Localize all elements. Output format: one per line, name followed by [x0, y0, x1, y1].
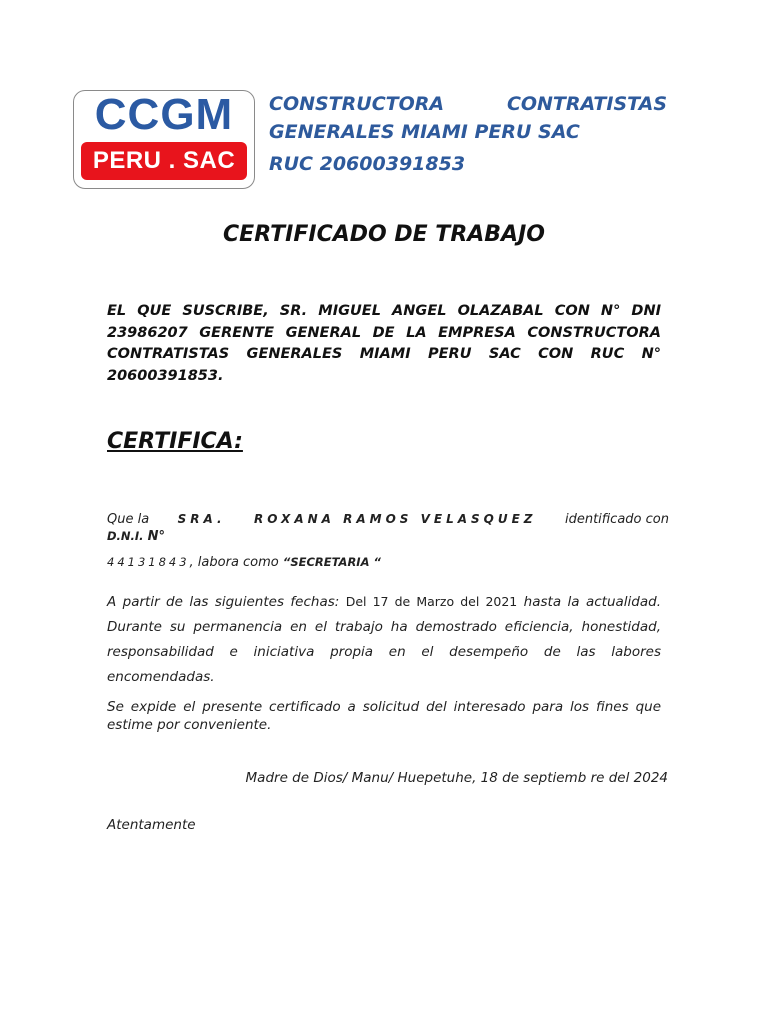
intro-paragraph: EL QUE SUSCRIBE, SR. MIGUEL ANGEL OLAZABAL CON N° DNI 23986207 GERENTE GENERAL DE LA EMPRESA CONSTRUCTORA CONTRATISTAS GENERALES MIAMI PERU SAC CON RUC N° 20600391853.	[107, 303, 661, 384]
company-ruc: RUC 20600391853	[269, 153, 466, 175]
place-date: Madre de Dios/ Manu/ Huepetuhe, 18 de septiemb re del 2024	[245, 770, 668, 786]
dni-label: D.N.I.	[107, 529, 144, 543]
logo-acronym: CCGM	[94, 90, 234, 139]
closing-text: Atentamente	[107, 817, 196, 833]
dni-role-line	[107, 555, 669, 570]
company-name-word2: CONTRATISTAS	[506, 93, 667, 115]
employee-title: SRA.	[177, 512, 226, 526]
employee-paragraph	[107, 512, 669, 570]
company-name-line1	[269, 90, 667, 118]
company-header	[269, 90, 667, 178]
period-rest: hasta la actualidad. Durante su permanencia en el trabajo ha demostrado eficiencia, honestidad, responsabilidad e iniciativa propia en el desempeño de las labores encomendadas.	[107, 594, 661, 685]
company-name-line2: GENERALES MIAMI PERU SAC	[269, 121, 580, 143]
logo-subtitle: PERU . SAC	[81, 142, 247, 180]
identificado-text: identificado con	[564, 512, 669, 527]
dni-label-line	[107, 529, 669, 544]
dni-number: 44131843	[107, 555, 190, 569]
employee-line	[107, 512, 669, 527]
labora-text: , labora como	[189, 555, 279, 570]
period-prefix: A partir de las siguientes fechas:	[107, 594, 346, 610]
company-logo	[73, 90, 255, 189]
employee-name: ROXANA RAMOS VELASQUEZ	[254, 512, 537, 526]
employment-period-paragraph	[107, 589, 661, 690]
employee-role: “SECRETARIA “	[282, 555, 381, 569]
que-la-text: Que la	[107, 512, 150, 527]
purpose-paragraph: Se expide el presente certificado a solicitud del interesado para los fines que estime por conveniente.	[107, 699, 661, 733]
document-title: CERTIFICADO DE TRABAJO	[223, 222, 545, 247]
start-date: Del 17 de Marzo del 2021	[345, 594, 518, 609]
dni-number-sign: N°	[147, 529, 165, 544]
certifica-heading: CERTIFICA:	[107, 429, 243, 454]
company-name-word1: CONSTRUCTORA	[269, 93, 445, 115]
